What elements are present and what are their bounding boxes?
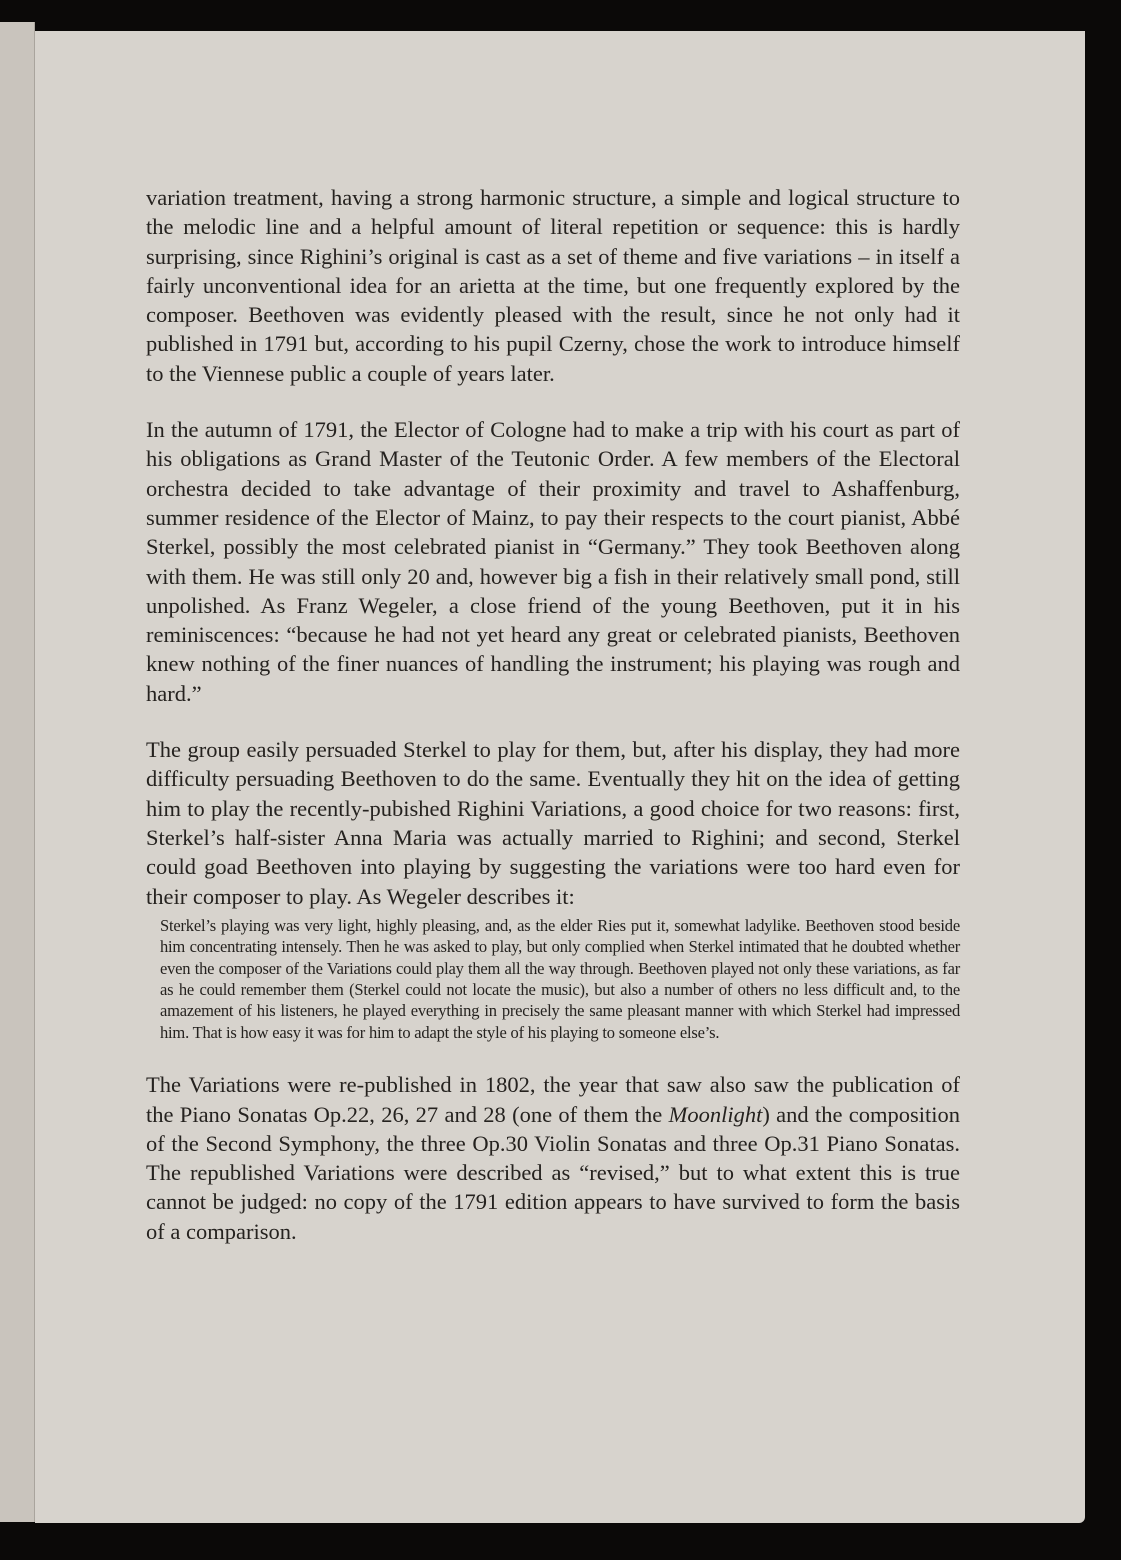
block-quote: Sterkel’s playing was very light, highly pleasing, and, as the elder Ries put it, somewhat ladylike. Beethoven stood beside him concentrating intensely. Then he was asked to play, but only complied when Sterkel intimated that he doubted whether even the composer of the Variations could play them all the way through. Beethoven played not only these variations, as far as he could remember them (Sterkel could not locate the music), but also a number of others no less difficult and, to the amazement of his listeners, he played everything in precisely the same pleasant manner with which Sterkel had impressed him. That is how easy it was for him to adapt the style of his playing to someone else’s.: [160, 915, 960, 1042]
page-text: [146, 183, 960, 1273]
paragraph-3: The group easily persuaded Sterkel to play for them, but, after his display, they had more difficulty persuading Beethoven to do the same. Eventually they hit on the idea of getting him to play the recently-pubished Righini Variations, a good choice for two reasons: first, Sterkel’s half-sister Anna Maria was actually married to Righini; and second, Sterkel could goad Beethoven into playing by suggesting the variations were too hard even for their composer to play. As Wegeler describes it:: [146, 737, 960, 909]
paragraph-1: variation treatment, having a strong harmonic structure, a simple and logical structure to the melodic line and a helpful amount of literal repetition or sequence: this is hardly surprising, since Righini’s original is cast as a set of theme and five variations – in itself a fairly unconventional idea for an arietta at the time, but one frequently explored by the composer. Beethoven was evidently pleased with the result, since he not only had it published in 1791 but, according to his pupil Czerny, chose the work to introduce himself to the Viennese public a couple of years later.: [146, 185, 960, 386]
paragraph-2: In the autumn of 1791, the Elector of Cologne had to make a trip with his court as part of his obligations as Grand Master of the Teutonic Order. A few members of the Electoral orchestra decided to take advantage of their proximity and travel to Ashaffenburg, summer residence of the Elector of Mainz, to pay their respects to the court pianist, Abbé Sterkel, possibly the most celebrated pianist in “Germany.” They took Beethoven along with them. He was still only 20 and, however big a fish in their relatively small pond, still unpolished. As Franz Wegeler, a close friend of the young Beethoven, put it in his reminiscences: “because he had not yet heard any great or celebrated pianists, Beethoven knew nothing of the finer nuances of handling the instrument; his playing was rough and hard.”: [146, 417, 960, 706]
italic-title: Moonlight: [668, 1101, 763, 1127]
paragraph-4-text-b: ) and the composition of the Second Symphony, the three Op.30 Violin Sonatas and three Op.31 Piano Sonatas. The republished Variations were described as “revised,” but to what extent this is true cannot be judged: no copy of the 1791 edition appears to have survived to form the basis of a comparison.: [146, 1101, 961, 1244]
paragraph-4: [146, 1070, 960, 1246]
paragraph-4-text-a: The Variations were re-published in 1802, the year that saw also saw the publication of the Piano Sonatas Op.22, 26, 27 and 28 (one of them the: [146, 1072, 960, 1127]
facing-page-edge: [0, 22, 35, 1522]
